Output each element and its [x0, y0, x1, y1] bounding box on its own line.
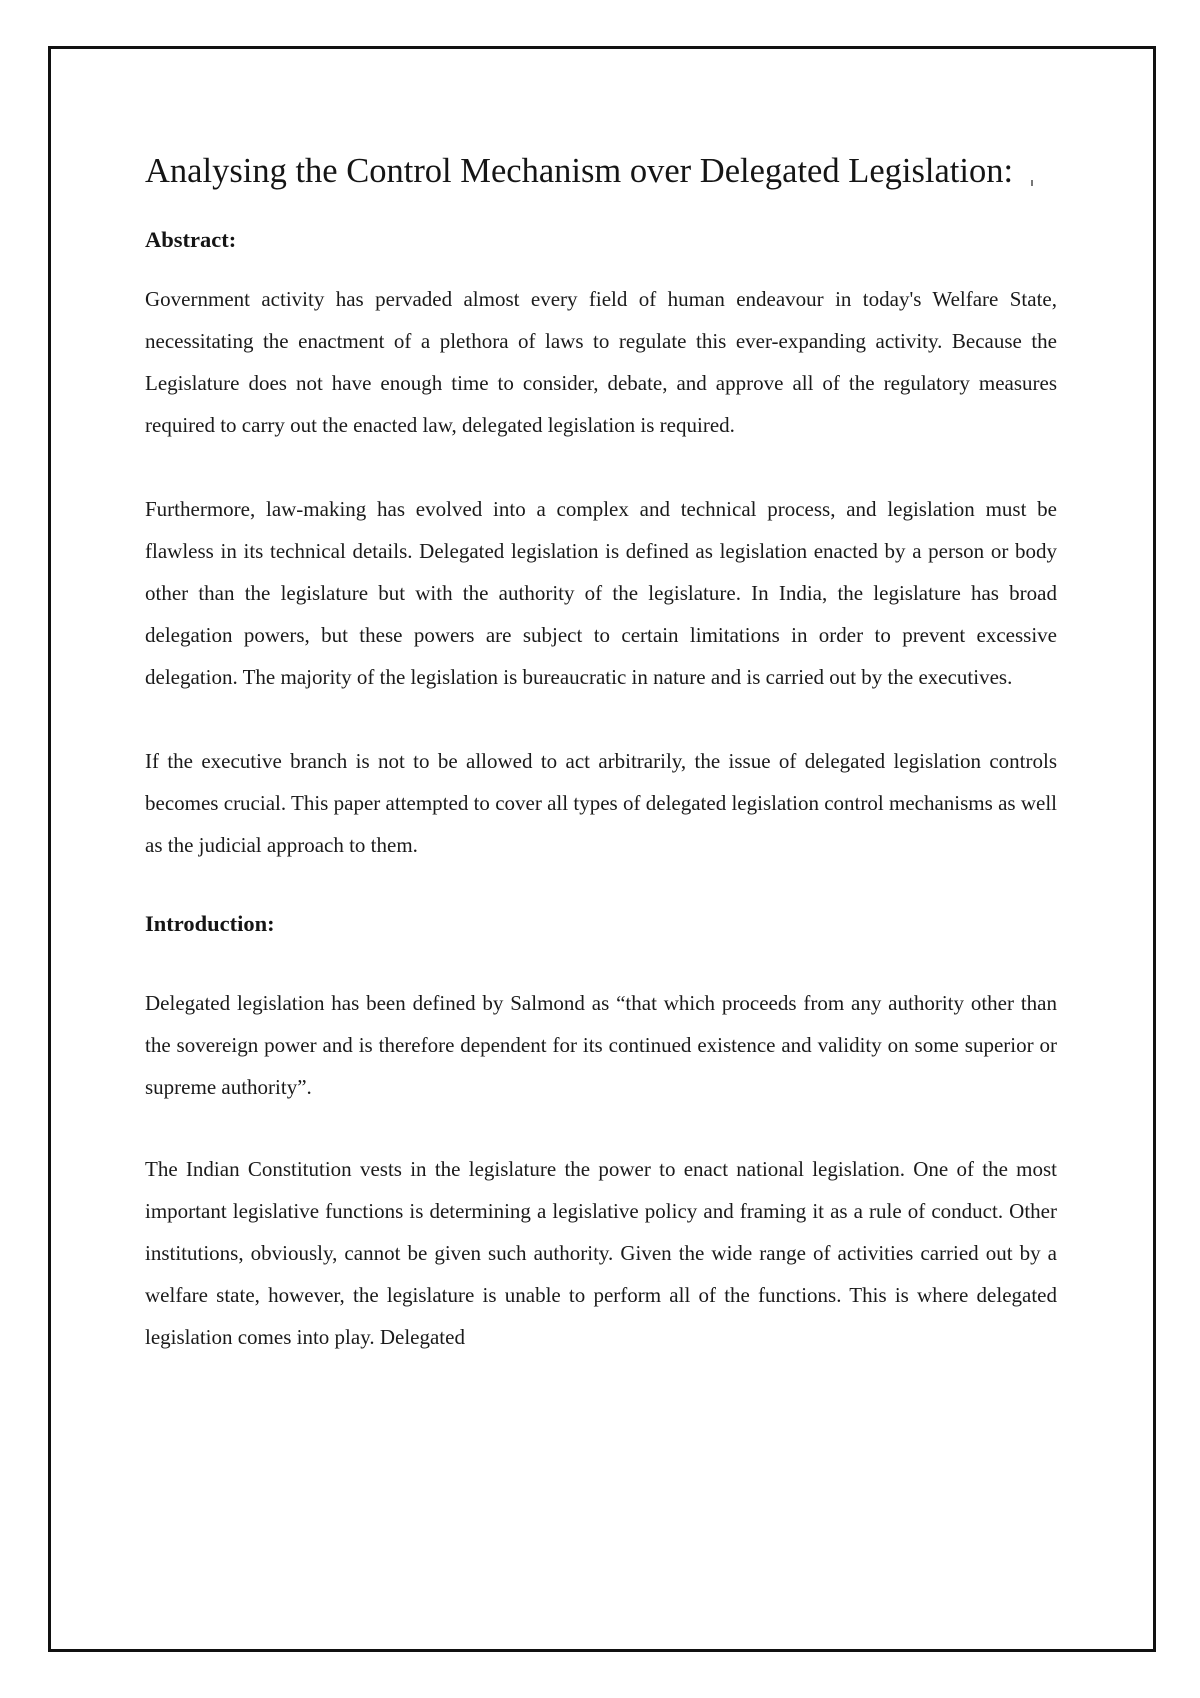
abstract-paragraph-3: If the executive branch is not to be allowed to act arbitrarily, the issue of delegated legislation controls becomes crucial. This paper attempted to cover all types of delegated legislation control mechanisms as well as the judicial approach to them. [145, 749, 1057, 857]
introduction-paragraph-1: Delegated legislation has been defined by Salmond as “that which proceeds from any authority other than the sovereign power and is therefore dependent for its continued existence and validity on some superior or supreme authority”. [145, 991, 1057, 1099]
abstract-heading: Abstract: [145, 227, 237, 252]
introduction-heading: Introduction: [145, 911, 275, 936]
introduction-paragraph-2: The Indian Constitution vests in the legislature the power to enact national legislation. One of the most important legislative functions is determining a legislative policy and framing it as a rule of conduct. Other institutions, obviously, cannot be given such authority. Given the wide range of activities carried out by a welfare state, however, the legislature is unable to perform all of the functions. This is where delegated legislation comes into play. Delegated [145, 1157, 1057, 1349]
document-title [145, 148, 1057, 194]
document-body [145, 148, 1057, 1358]
abstract-paragraph-1: Government activity has pervaded almost every field of human endeavour in today's Welfare State, necessitating the enactment of a plethora of laws to regulate this ever-expanding activity. Because the Legislature does not have enough time to consider, debate, and approve all of the regulatory measures required to carry out the enacted law, delegated legislation is required. [145, 287, 1057, 437]
abstract-paragraph-2: Furthermore, law-making has evolved into a complex and technical process, and legislation must be flawless in its technical details. Delegated legislation is defined as legislation enacted by a person or body other than the legislature but with the authority of the legislature. In India, the legislature has broad delegation powers, but these powers are subject to certain limitations in order to prevent excessive delegation. The majority of the legislation is bureaucratic in nature and is carried out by the executives. [145, 497, 1057, 689]
title-stray-mark [1031, 180, 1033, 186]
document-title-text: Analysing the Control Mechanism over Delegated Legislation: [145, 152, 1014, 190]
